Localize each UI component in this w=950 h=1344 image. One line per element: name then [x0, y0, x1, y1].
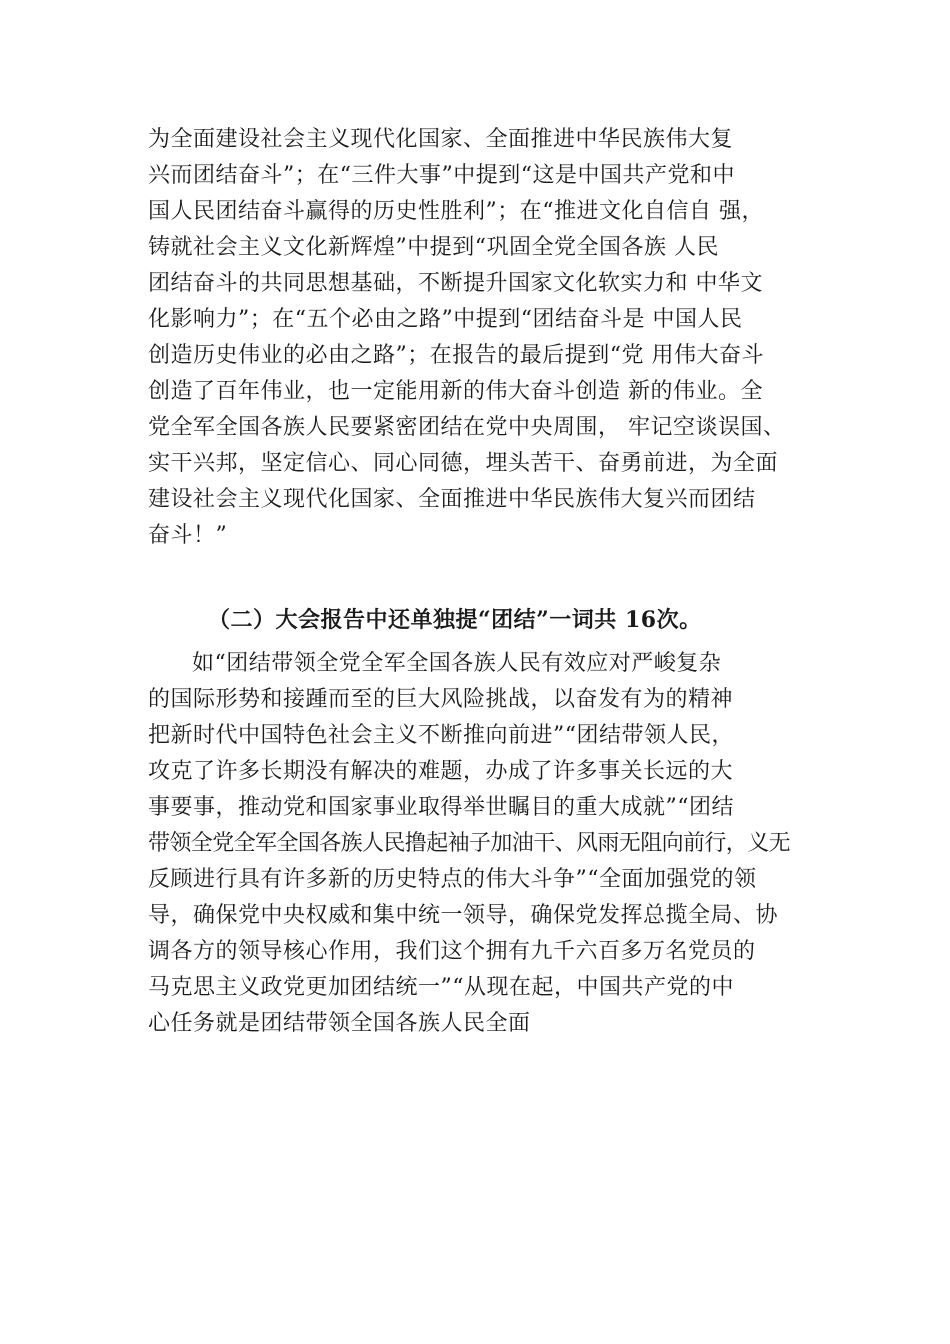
text-line: 反顾进行具有许多新的历史特点的伟大斗争”“全面加强党的领: [148, 867, 757, 892]
text-line: 心任务就是团结带领全国各族人民全面: [148, 1011, 531, 1036]
text-line: 马克思主义政党更加团结统一”“从现在起，中国共产党的中: [148, 975, 734, 1000]
paragraph-2: [148, 646, 838, 1042]
text-line: 奋斗！”: [148, 523, 228, 548]
text-line: 国人民团结奋斗赢得的历史性胜利”；在“推进文化自信自 强，: [148, 199, 764, 224]
text-line: 铸就社会主义文化新辉煌”中提到“巩固全党全国各族 人民: [148, 235, 719, 260]
text-line: 创造历史伟业的必由之路”；在报告的最后提到“党 用伟大奋斗: [148, 343, 764, 368]
text-line: 为全面建设社会主义现代化国家、全面推进中华民族伟大复: [148, 127, 734, 152]
text-line: 导，确保党中央权威和集中统一领导，确保党发挥总揽全局、协: [148, 903, 779, 928]
text-line: 建设社会主义现代化国家、全面推进中华民族伟大复兴而团结: [148, 487, 756, 512]
text-line: 攻克了许多长期没有解决的难题，办成了许多事关长远的大: [148, 759, 734, 784]
text-line: 团结奋斗的共同思想基础，不断提升国家文化软实力和 中华文: [148, 271, 763, 296]
text-line: 实干兴邦，坚定信心、同心同德，埋头苦干、奋勇前进，为全面: [148, 451, 779, 476]
text-line: 事要事，推动党和国家事业取得举世瞩目的重大成就”“团结: [148, 795, 734, 820]
section-heading-block: [148, 602, 838, 638]
text-line: 的国际形势和接踵而至的巨大风险挑战，以奋发有为的精神: [148, 687, 734, 712]
text-line: 兴而团结奋斗”；在“三件大事”中提到“这是中国共产党和中: [148, 163, 735, 188]
text-line: 调各方的领导核心作用，我们这个拥有九千六百多万名党员的: [148, 939, 756, 964]
text-line: 党全军全国各族人民要紧密团结在党中央周围， 牢记空谈误国、: [148, 415, 786, 440]
paragraph-1: [148, 122, 838, 554]
text-line: 创造了百年伟业，也一定能用新的伟大奋斗创造 新的伟业。全: [148, 379, 763, 404]
text-line: 化影响力”；在“五个必由之路”中提到“团结奋斗是 中国人民: [148, 307, 743, 332]
text-line: 如“团结带领全党全军全国各族人民有效应对严峻复杂: [192, 651, 722, 676]
section-heading: （二）大会报告中还单独提“团结”一词共 16次。: [208, 607, 702, 633]
text-line: 把新时代中国特色社会主义不断推向前进”“团结带领人民，: [148, 723, 734, 748]
text-line: 带领全党全军全国各族人民撸起袖子加油干、风雨无阻向前行，义无: [148, 831, 791, 856]
